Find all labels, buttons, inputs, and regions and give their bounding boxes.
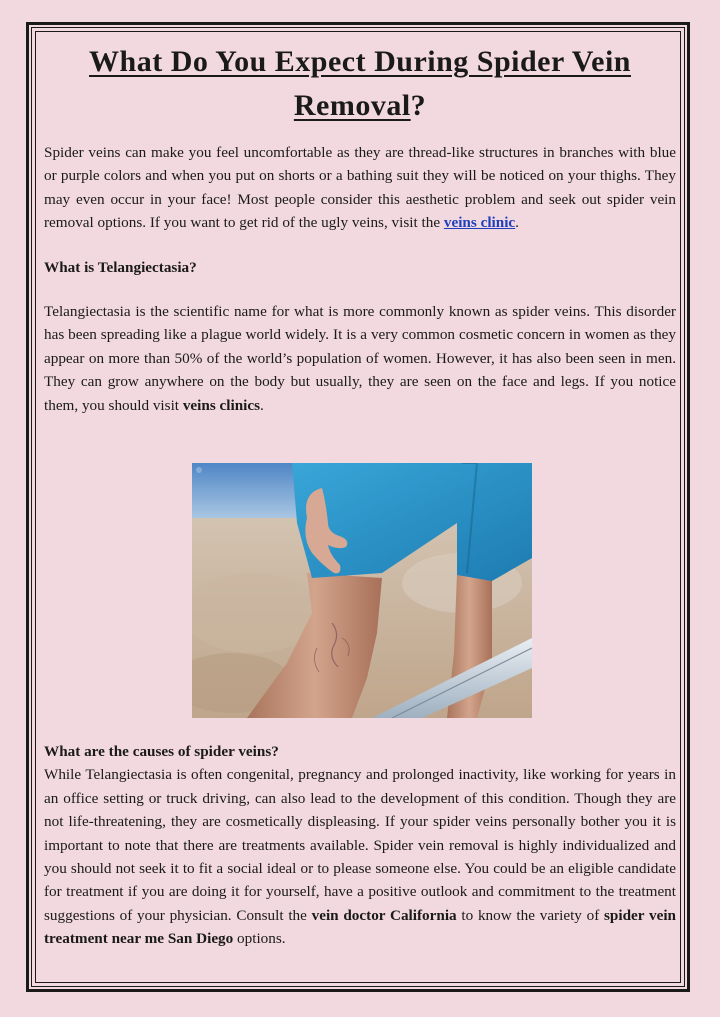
telangiectasia-text: Telangiectasia is the scientific name for what is more commonly known as spider veins. This disorder has been spreading like a plague world widely. It is a very common cosmetic concern in women as they appear on more than 50% of the world’s population of women. However, it has also been seen in men. They can grow anywhere on the body but usually, they are seen on the face and legs. If you notice them, you should visit	[44, 303, 676, 414]
causes-text-end: options.	[233, 930, 286, 948]
intro-text-end: .	[515, 214, 519, 232]
title-line-1: What Do You Expect During Spider Vein	[89, 45, 631, 78]
vein-doctor-california-bold: vein doctor California	[311, 906, 457, 924]
page-title	[44, 40, 676, 128]
causes-paragraph	[44, 763, 676, 950]
spider-vein-treatment-bold: spider vein treatment near me San Diego	[44, 906, 676, 948]
telangiectasia-paragraph	[44, 300, 676, 417]
causes-section	[44, 740, 676, 951]
document-body	[44, 40, 676, 417]
title-question-mark: ?	[410, 89, 427, 122]
causes-heading: What are the causes of spider veins?	[44, 743, 279, 760]
causes-text: While Telangiectasia is often congenital, pregnancy and prolonged inactivity, like working for years in an office setting or truck driving, can also lead to the development of this condition. Though they are not life-threatening, they are cosmetically displeasing. If your spider veins personally bother you it is important to note that there are treatments available. Spider vein removal is highly individualized and you should not seek it to fit a social ideal or to please someone else. You could be an eligible candidate for treatment if you are doing it for yourself, have a positive outlook and commitment to the treatment suggestions of your physician. Consult the	[44, 766, 676, 924]
leg-spider-veins-photo	[192, 463, 532, 718]
veins-clinics-bold: veins clinics	[182, 396, 261, 414]
telangiectasia-heading: What is Telangiectasia?	[44, 258, 197, 276]
intro-paragraph	[44, 141, 676, 235]
causes-text-mid: to know the variety of	[456, 906, 605, 924]
telangiectasia-text-end: .	[260, 396, 264, 414]
intro-text: Spider veins can make you feel uncomfortable as they are thread-like structures in branches with blue or purple colors and when you put on shorts or a bathing suit they will be noticed on your thighs. They may even occur in your face! Most people consider this aesthetic problem and seek out spider vein removal options. If you want to get rid of the ugly veins, visit the	[44, 144, 676, 232]
veins-clinic-link[interactable]: veins clinic	[443, 214, 516, 232]
title-underlined-word: Removal	[293, 89, 411, 122]
leg-photo-illustration	[192, 463, 532, 718]
